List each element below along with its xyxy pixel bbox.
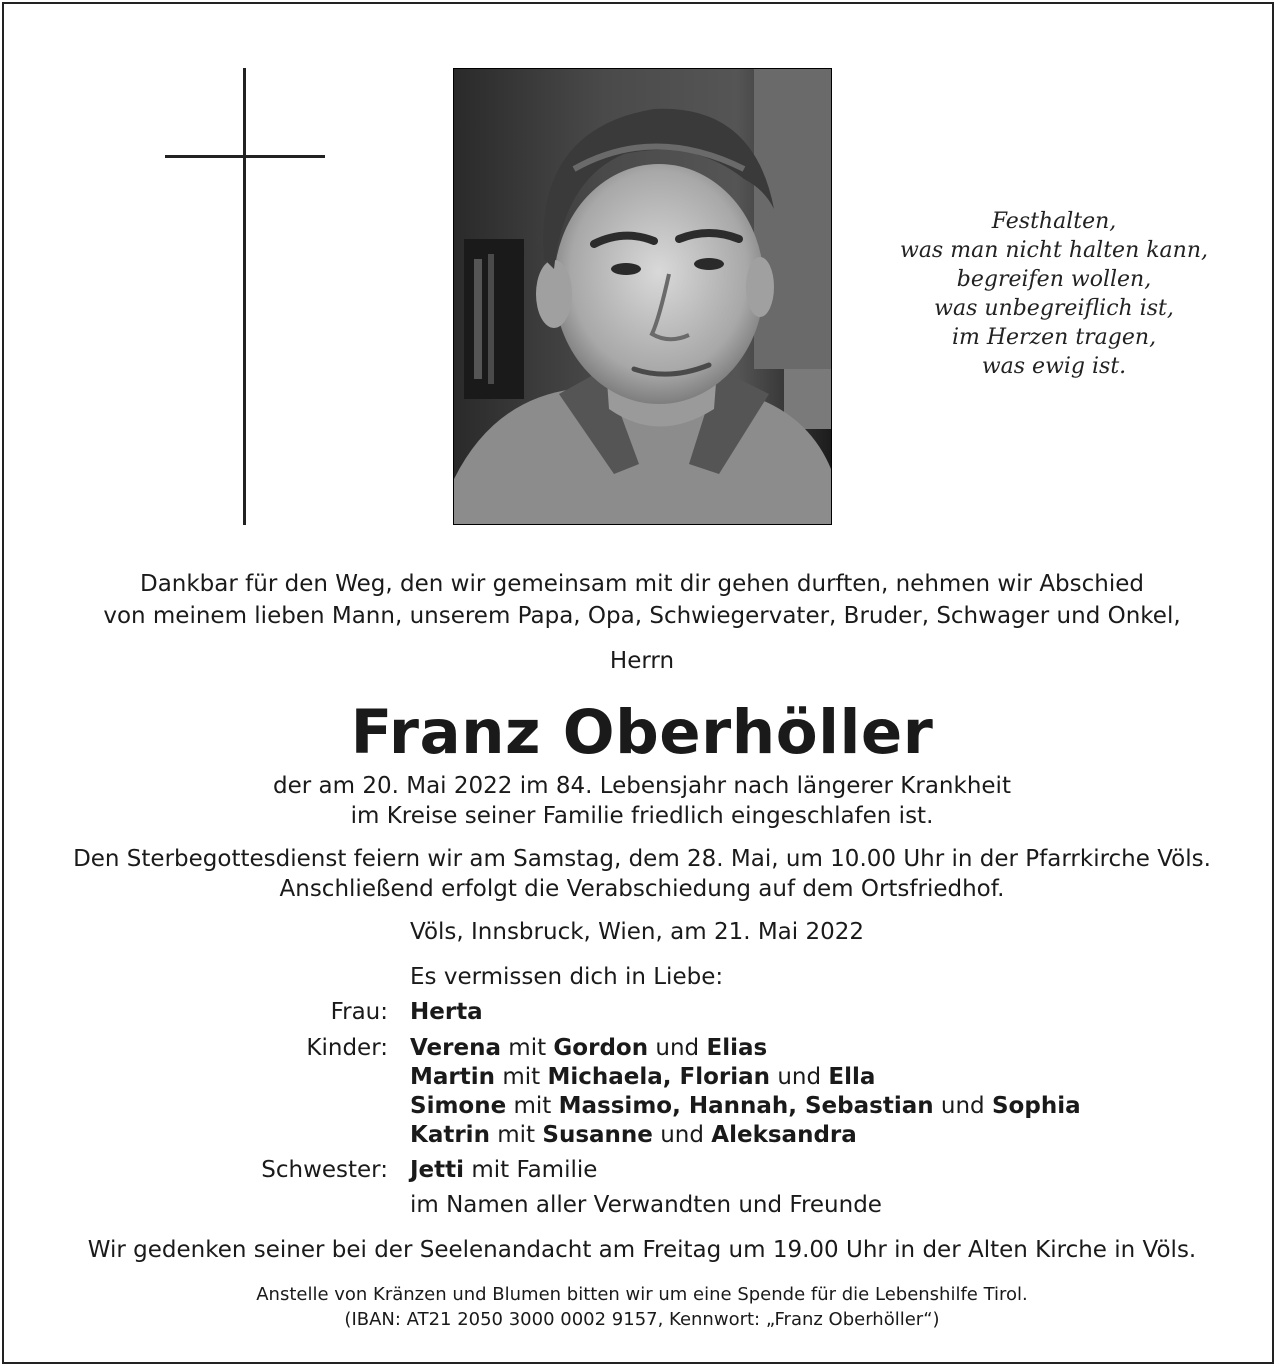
portrait-illustration — [454, 69, 831, 524]
poem — [864, 207, 1244, 381]
connector-text: und — [648, 1035, 707, 1061]
service-line-2: Anschließend erfolgt die Verabschiedung auf dem Ortsfriedhof. — [279, 876, 1005, 902]
poem-line: begreifen wollen, — [956, 267, 1152, 292]
grandchildren-names: Michaela, Florian — [547, 1064, 771, 1090]
grandchild-name: Aleksandra — [711, 1122, 857, 1148]
others-line: im Namen aller Verwandten und Freunde — [410, 1192, 882, 1218]
sister-row — [410, 1156, 597, 1186]
grandchild-name: Elias — [706, 1035, 768, 1061]
connector-text: mit — [506, 1093, 559, 1119]
grandchildren-names: Massimo, Hannah, Sebastian — [558, 1093, 934, 1119]
children-row — [410, 1063, 875, 1093]
donation-line-1: Anstelle von Kränzen und Blumen bitten wir um eine Spende für die Lebenshilfe Tirol. — [256, 1284, 1028, 1305]
poem-line: was unbegreiflich ist, — [934, 296, 1174, 321]
wife-name: Herta — [410, 999, 483, 1025]
connector-text: und — [652, 1122, 712, 1148]
death-line-1: der am 20. Mai 2022 im 84. Lebensjahr nach längerer Krankheit — [273, 773, 1011, 799]
memorial-line: Wir gedenken seiner bei der Seelenandacht am Freitag um 19.00 Uhr in der Alten Kirche in Völs. — [87, 1237, 1197, 1263]
place-date: Völs, Innsbruck, Wien, am 21. Mai 2022 — [410, 919, 865, 945]
connector-text: mit — [500, 1035, 554, 1061]
connector-text: und — [933, 1093, 992, 1119]
wife-row — [410, 998, 483, 1028]
intro-line-1: Dankbar für den Weg, den wir gemeinsam mit dir gehen durften, nehmen wir Abschied — [139, 571, 1144, 597]
children-row — [410, 1092, 1081, 1122]
death-line-2: im Kreise seiner Familie friedlich eingeschlafen ist. — [350, 803, 934, 829]
children-row — [410, 1121, 857, 1151]
wife-label: Frau: — [330, 999, 388, 1025]
sister-suffix: mit Familie — [464, 1157, 598, 1183]
grandchild-name: Sophia — [991, 1093, 1081, 1119]
grandchildren-names: Gordon — [553, 1035, 649, 1061]
connector-text: mit — [489, 1122, 543, 1148]
poem-line: was man nicht halten kann, — [899, 238, 1209, 263]
cross-vertical-bar — [243, 68, 246, 525]
deceased-name: Franz Oberhöller — [350, 697, 934, 768]
child-name: Verena — [410, 1035, 501, 1061]
salutation: Herrn — [609, 648, 675, 674]
child-name: Martin — [410, 1064, 496, 1090]
connector-text: mit — [495, 1064, 548, 1090]
missed-intro: Es vermissen dich in Liebe: — [410, 964, 724, 990]
connector-text: und — [770, 1064, 829, 1090]
intro-line-2: von meinem lieben Mann, unserem Papa, Opa, Schwiegervater, Bruder, Schwager und Onkel, — [103, 603, 1181, 629]
children-row — [410, 1034, 767, 1064]
sister-label: Schwester: — [261, 1157, 388, 1183]
grandchild-name: Ella — [828, 1064, 876, 1090]
poem-line: was ewig ist. — [981, 354, 1127, 379]
portrait-photo — [453, 68, 832, 525]
poem-line: Festhalten, — [991, 209, 1117, 234]
child-name: Katrin — [410, 1122, 490, 1148]
children-label: Kinder: — [306, 1035, 388, 1061]
service-line-1: Den Sterbegottesdienst feiern wir am Samstag, dem 28. Mai, um 10.00 Uhr in der Pfarrkirche Völs. — [73, 846, 1211, 872]
grandchildren-names: Susanne — [542, 1122, 653, 1148]
child-name: Simone — [410, 1093, 507, 1119]
cross-horizontal-bar — [165, 155, 325, 158]
obituary-card — [2, 2, 1274, 1364]
sister-name: Jetti — [410, 1157, 465, 1183]
donation-line-2: (IBAN: AT21 2050 3000 0002 9157, Kennwort: „Franz Oberhöller“) — [344, 1309, 940, 1330]
poem-line: im Herzen tragen, — [951, 325, 1157, 350]
